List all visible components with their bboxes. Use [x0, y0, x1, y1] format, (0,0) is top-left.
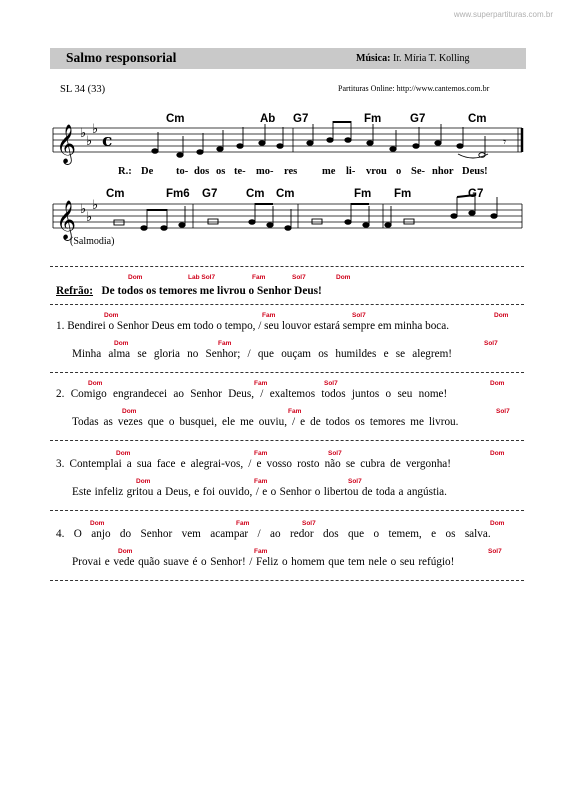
lyric-syllable: me: [322, 166, 336, 177]
lyric-syllable: res: [284, 166, 298, 177]
stanza-line: [56, 388, 526, 400]
chord-label: Sol7: [302, 520, 316, 527]
lyric-syllable: te-: [234, 166, 246, 177]
chord-label: Dom: [114, 340, 129, 347]
chord-label: Dom: [490, 380, 505, 387]
chord-label: Sol7: [352, 312, 366, 319]
chord-label: Dom: [122, 408, 137, 415]
flat-icon: ♭: [92, 198, 99, 213]
chord-label: Fam: [236, 520, 250, 527]
chord-cm: Cm: [166, 113, 185, 125]
lyric-syllable: o: [396, 166, 402, 177]
page-title: Salmo responsorial: [66, 50, 177, 65]
chord-g7: G7: [293, 113, 309, 125]
lyric-syllable: mo-: [256, 166, 274, 177]
chord-label: Sol7: [348, 478, 362, 485]
divider: [50, 266, 524, 267]
chord-g7: G7: [410, 113, 426, 125]
flat-icon: ♭: [80, 126, 87, 141]
chord-label: Dom: [104, 312, 119, 319]
stanza-number: 2.: [56, 388, 65, 400]
stanza-line: [56, 320, 526, 332]
chord-fm: Fm: [354, 188, 372, 200]
chord-label: Dom: [490, 520, 505, 527]
chord-label: Fam: [254, 478, 268, 485]
chord-label: Fam: [252, 274, 266, 281]
chord-label: Sol7: [292, 274, 306, 281]
stanza-line: Todas as vezes que o busquei, ele me ouviu, / e de todos os temores me livrou.: [72, 416, 459, 428]
chord-cm: Cm: [468, 113, 487, 125]
flat-icon: ♭: [80, 202, 87, 217]
chord-label: Dom: [116, 450, 131, 457]
chord-label: Sol7: [324, 380, 338, 387]
site-watermark: www.superpartituras.com.br: [453, 10, 553, 19]
chord-g7: G7: [202, 188, 218, 200]
psalm-code: SL 34 (33): [60, 84, 106, 95]
lyric-syllable: De: [141, 166, 154, 177]
chord-label: Fam: [254, 548, 268, 555]
lyric-syllable: li-: [346, 166, 356, 177]
flat-icon: ♭: [92, 122, 99, 137]
stanza-number: 1.: [56, 320, 65, 332]
lyric-syllable: os: [216, 166, 226, 177]
stanza-text: Bendirei o Senhor Deus em todo o tempo, / seu louvor estará sempre em minha boca.: [67, 320, 450, 332]
common-time-icon: c: [102, 131, 113, 151]
treble-clef-icon: 𝄞: [56, 124, 77, 164]
refrain-line: [56, 285, 322, 297]
chord-ab: Ab: [260, 113, 276, 125]
chord-fm: Fm: [394, 188, 412, 200]
lyric-syllable: dos: [194, 166, 210, 177]
refrain-text: De todos os temores me livrou o Senhor Deus!: [101, 285, 322, 297]
musica-value: Ir. Míria T. Kolling: [392, 53, 470, 64]
stanza-text: Comigo engrandecei ao Senhor Deus, / exaltemos todos juntos o seu nome!: [70, 388, 448, 400]
lyric-syllable: Se-: [411, 166, 425, 177]
chord-label: Fam: [254, 450, 268, 457]
treble-clef-icon: 𝄞: [56, 200, 77, 240]
rest-icon: 𝄾: [503, 135, 507, 149]
chord-label: Dom: [118, 548, 133, 555]
chord-label: Dom: [494, 312, 509, 319]
chord-label: Fam: [254, 380, 268, 387]
chord-cm: Cm: [276, 188, 295, 200]
divider: [50, 372, 524, 373]
chord-label: Sol7: [328, 450, 342, 457]
chord-label: Dom: [336, 274, 351, 281]
chord-label: Sol7: [496, 408, 510, 415]
stanza-number: 3.: [56, 458, 65, 470]
chord-label: Dom: [128, 274, 143, 281]
chord-label: Dom: [88, 380, 103, 387]
lyric-syllable: Deus!: [462, 166, 488, 177]
chord-label: Fam: [218, 340, 232, 347]
chord-label: Dom: [136, 478, 151, 485]
chord-label: Fam: [262, 312, 276, 319]
chord-fm6: Fm6: [166, 188, 190, 200]
staff-1: [53, 128, 522, 152]
stanza-line: Minha alma se gloria no Senhor; / que ouçam os humildes e se alegrem!: [72, 348, 452, 360]
chord-cm: Cm: [106, 188, 125, 200]
chord-label: Fam: [288, 408, 302, 415]
stanza-number: 4.: [56, 528, 65, 540]
notes-staff-1: [152, 121, 488, 158]
divider: [50, 510, 524, 511]
composer-credit: [356, 53, 470, 64]
flat-icon: ♭: [86, 134, 93, 149]
refrain-label: Refrão:: [56, 285, 94, 297]
flat-icon: ♭: [86, 210, 93, 225]
lyric-syllable: nhor: [432, 166, 454, 177]
musica-label: Música:: [356, 53, 391, 64]
chord-label: Sol7: [484, 340, 498, 347]
divider: [50, 440, 524, 441]
music-score: [48, 104, 528, 249]
stanza-text: Contemplai a sua face e alegrai-vos, / e vosso rosto não se cubra de vergonha!: [69, 458, 451, 470]
refrain-marker: R.:: [118, 166, 132, 177]
stanza-line: [56, 458, 526, 470]
divider: [50, 580, 524, 581]
chord-cm: Cm: [246, 188, 265, 200]
chord-label: Lab Sol7: [188, 274, 216, 281]
salmodia-label: (Salmodia): [70, 236, 115, 247]
stanza-line: Provai e vede quão suave é o Senhor! / Feliz o homem que tem nele o seu refúgio!: [72, 556, 455, 568]
stanza-line: [56, 528, 526, 540]
stanza-line: Este infeliz gritou a Deus, e foi ouvido, / e o Senhor o libertou de toda a angústia.: [72, 486, 447, 498]
online-credit: Partituras Online: http://www.cantemos.com.br: [338, 84, 490, 93]
chord-g7: G7: [468, 188, 484, 200]
chord-label: Dom: [490, 450, 505, 457]
divider: [50, 304, 524, 305]
lyric-syllable: vrou: [366, 166, 387, 177]
stanza-text: O anjo do Senhor vem acampar / ao redor dos que o temem, e os salva.: [73, 528, 491, 540]
chord-label: Sol7: [488, 548, 502, 555]
chord-label: Dom: [90, 520, 105, 527]
chord-fm: Fm: [364, 113, 382, 125]
lyric-syllable: to-: [176, 166, 189, 177]
